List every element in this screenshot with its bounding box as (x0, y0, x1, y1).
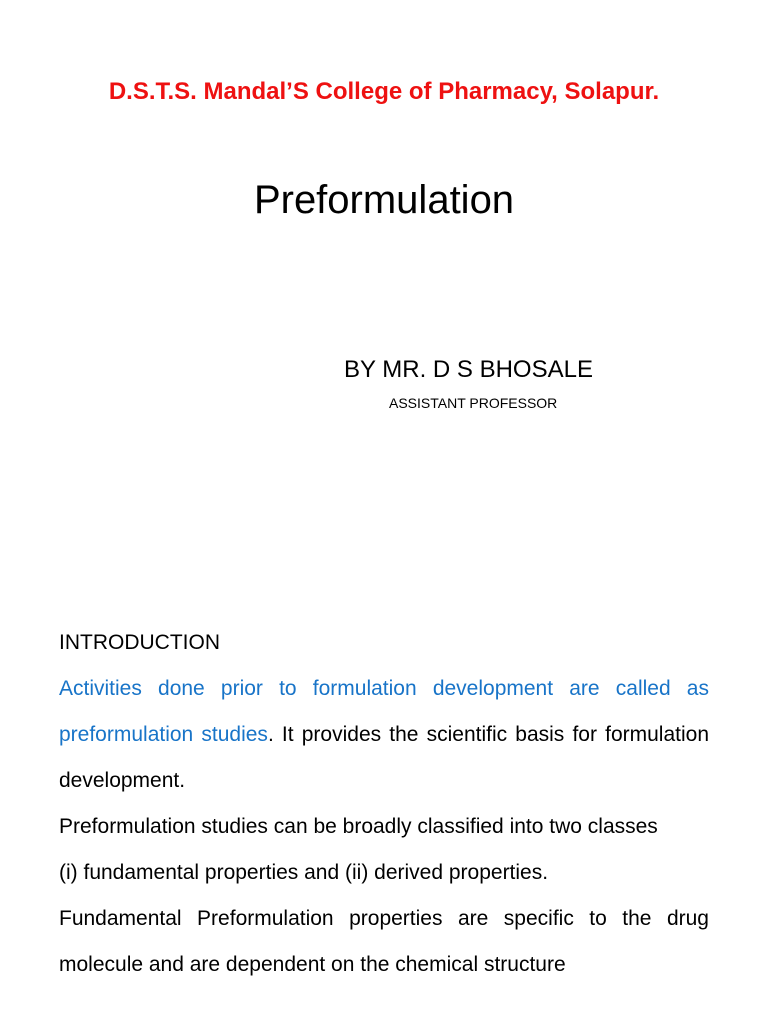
classification-paragraph: Preformulation studies can be broadly classified into two classes (59, 815, 658, 838)
properties-paragraph: (i) fundamental properties and (ii) derived properties. (59, 861, 549, 884)
section-heading: INTRODUCTION (59, 631, 220, 654)
intro-paragraph-rest: . It provides the scientific basis for formulation development. (59, 723, 710, 792)
page-title: Preformulation (253, 178, 515, 222)
institution-name: D.S.T.S. Mandal’S College of Pharmacy, Solapur. (108, 78, 660, 105)
author-role: ASSISTANT PROFESSOR (389, 395, 558, 411)
author-name: BY MR. D S BHOSALE (344, 356, 593, 383)
intro-paragraph (59, 666, 709, 804)
highlighted-definition: Activities done prior to formulation development are called as preformulation studies (59, 677, 709, 746)
body-text (59, 620, 709, 988)
fundamental-paragraph: Fundamental Preformulation properties are specific to the drug molecule and are dependent on the chemical structure (59, 907, 709, 976)
